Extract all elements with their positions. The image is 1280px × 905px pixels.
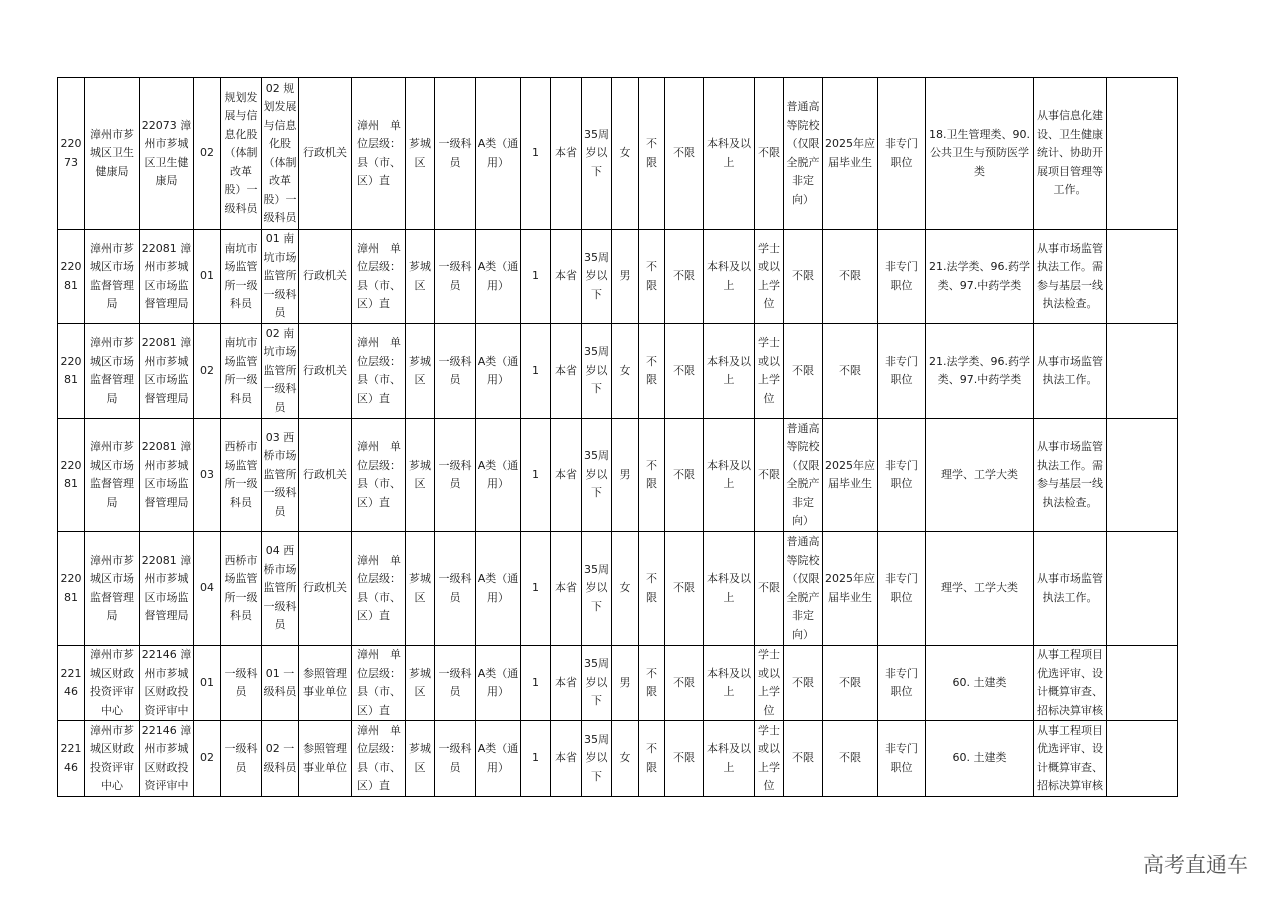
headcount-cell: 1: [521, 419, 551, 532]
major-cell: 18.卫生管理类、90.公共卫生与预防医学类: [926, 78, 1034, 230]
district-cell: 芗城区: [406, 230, 435, 324]
exam-category-cell: A类（通用）: [476, 532, 521, 646]
degree-cell: 学士或以上学位: [755, 721, 784, 797]
blank-cell: [1107, 230, 1178, 324]
position-type-cell: 非专门职位: [878, 646, 926, 721]
unit-level-cell: 漳州 单位层级：县（市、区）直: [352, 78, 406, 230]
district-cell: 芗城区: [406, 419, 435, 532]
headcount-cell: 1: [521, 78, 551, 230]
unit-name-cell: 漳州市芗城区财政投资评审中心: [85, 721, 140, 797]
unit-code-name-cell: 22081 漳州市芗城区市场监督管理局: [140, 324, 194, 419]
rank-cell: 一级科员: [435, 646, 476, 721]
graduate-cell: 不限: [823, 230, 878, 324]
unit-code-name-cell: 22081 漳州市芗城区市场监督管理局: [140, 419, 194, 532]
unit-level-cell: 漳州 单位层级：县（市、区）直: [352, 419, 406, 532]
position-type-cell: 非专门职位: [878, 230, 926, 324]
position-code-name-cell: 02 南坑市场监管所一级科员: [262, 324, 299, 419]
exam-category-cell: A类（通用）: [476, 78, 521, 230]
unit-type-cell: 行政机关: [299, 78, 352, 230]
gender-cell: 男: [612, 419, 639, 532]
remarks-cell: 从事市场监管执法工作。: [1034, 324, 1107, 419]
degree-cell: 学士或以上学位: [755, 646, 784, 721]
table-row: [58, 78, 1178, 230]
gender-cell: 男: [612, 646, 639, 721]
position-code-name-cell: 03 西桥市场监管所一级科员: [262, 419, 299, 532]
requirement-cell: 不限: [639, 78, 665, 230]
position-name-cell: 南坑市场监管所一级科员: [221, 324, 262, 419]
residency-cell: 本省: [551, 721, 582, 797]
position-code-cell: 02: [194, 721, 221, 797]
school-cell: 普通高等院校（仅限全脱产非定向）: [784, 532, 823, 646]
requirement-cell: 不限: [639, 324, 665, 419]
table-row: [58, 721, 1178, 797]
graduate-cell: 2025年应届毕业生: [823, 419, 878, 532]
graduate-cell: 不限: [823, 721, 878, 797]
rank-cell: 一级科员: [435, 324, 476, 419]
district-cell: 芗城区: [406, 646, 435, 721]
gender-cell: 女: [612, 78, 639, 230]
residency-cell: 本省: [551, 324, 582, 419]
table-row: [58, 324, 1178, 419]
blank-cell: [1107, 532, 1178, 646]
position-name-cell: 一级科员: [221, 721, 262, 797]
major-cell: 理学、工学大类: [926, 532, 1034, 646]
blank-cell: [1107, 721, 1178, 797]
requirement-cell: 不限: [665, 324, 704, 419]
unit-code-cell: 22073: [58, 78, 85, 230]
unit-code-name-cell: 22146 漳州市芗城区财政投资评审中: [140, 646, 194, 721]
headcount-cell: 1: [521, 324, 551, 419]
unit-code-name-cell: 22081 漳州市芗城区市场监督管理局: [140, 230, 194, 324]
unit-type-cell: 行政机关: [299, 532, 352, 646]
unit-name-cell: 漳州市芗城区卫生健康局: [85, 78, 140, 230]
degree-cell: 不限: [755, 532, 784, 646]
position-name-cell: 一级科员: [221, 646, 262, 721]
requirement-cell: 不限: [665, 721, 704, 797]
unit-code-cell: 22146: [58, 721, 85, 797]
gender-cell: 女: [612, 324, 639, 419]
exam-category-cell: A类（通用）: [476, 419, 521, 532]
blank-cell: [1107, 78, 1178, 230]
remarks-cell: 从事市场监管执法工作。: [1034, 532, 1107, 646]
unit-level-cell: 漳州 单位层级：县（市、区）直: [352, 230, 406, 324]
education-cell: 本科及以上: [704, 324, 755, 419]
major-cell: 理学、工学大类: [926, 419, 1034, 532]
unit-code-cell: 22081: [58, 419, 85, 532]
degree-cell: 学士或以上学位: [755, 324, 784, 419]
unit-level-cell: 漳州 单位层级：县（市、区）直: [352, 532, 406, 646]
position-name-cell: 西桥市场监管所一级科员: [221, 532, 262, 646]
requirement-cell: 不限: [639, 532, 665, 646]
remarks-cell: 从事工程项目优选评审、设计概算审查、招标决算审核: [1034, 721, 1107, 797]
rank-cell: 一级科员: [435, 230, 476, 324]
school-cell: 普通高等院校（仅限全脱产非定向）: [784, 419, 823, 532]
residency-cell: 本省: [551, 646, 582, 721]
position-code-name-cell: 04 西桥市场监管所一级科员: [262, 532, 299, 646]
school-cell: 不限: [784, 324, 823, 419]
requirement-cell: 不限: [665, 532, 704, 646]
degree-cell: 不限: [755, 78, 784, 230]
headcount-cell: 1: [521, 721, 551, 797]
degree-cell: 学士或以上学位: [755, 230, 784, 324]
unit-type-cell: 行政机关: [299, 230, 352, 324]
requirement-cell: 不限: [665, 230, 704, 324]
education-cell: 本科及以上: [704, 532, 755, 646]
position-type-cell: 非专门职位: [878, 721, 926, 797]
rank-cell: 一级科员: [435, 78, 476, 230]
district-cell: 芗城区: [406, 721, 435, 797]
gender-cell: 女: [612, 721, 639, 797]
unit-level-cell: 漳州 单位层级：县（市、区）直: [352, 324, 406, 419]
unit-name-cell: 漳州市芗城区市场监督管理局: [85, 532, 140, 646]
age-cell: 35周岁以下: [582, 230, 612, 324]
table-row: [58, 532, 1178, 646]
unit-level-cell: 漳州 单位层级：县（市、区）直: [352, 721, 406, 797]
rank-cell: 一级科员: [435, 532, 476, 646]
unit-code-cell: 22146: [58, 646, 85, 721]
position-code-cell: 03: [194, 419, 221, 532]
unit-type-cell: 参照管理事业单位: [299, 646, 352, 721]
gender-cell: 男: [612, 230, 639, 324]
requirement-cell: 不限: [665, 646, 704, 721]
unit-type-cell: 参照管理事业单位: [299, 721, 352, 797]
age-cell: 35周岁以下: [582, 721, 612, 797]
residency-cell: 本省: [551, 78, 582, 230]
graduate-cell: 2025年应届毕业生: [823, 78, 878, 230]
remarks-cell: 从事市场监管执法工作。需参与基层一线执法检查。: [1034, 230, 1107, 324]
unit-code-cell: 22081: [58, 532, 85, 646]
table-row: [58, 419, 1178, 532]
exam-category-cell: A类（通用）: [476, 646, 521, 721]
residency-cell: 本省: [551, 230, 582, 324]
remarks-cell: 从事市场监管执法工作。需参与基层一线执法检查。: [1034, 419, 1107, 532]
education-cell: 本科及以上: [704, 721, 755, 797]
unit-code-cell: 22081: [58, 324, 85, 419]
blank-cell: [1107, 646, 1178, 721]
remarks-cell: 从事信息化建设、卫生健康统计、协助开展项目管理等工作。: [1034, 78, 1107, 230]
district-cell: 芗城区: [406, 532, 435, 646]
remarks-cell: 从事工程项目优选评审、设计概算审查、招标决算审核: [1034, 646, 1107, 721]
school-cell: 普通高等院校（仅限全脱产非定向）: [784, 78, 823, 230]
degree-cell: 不限: [755, 419, 784, 532]
unit-type-cell: 行政机关: [299, 419, 352, 532]
position-name-cell: 南坑市场监管所一级科员: [221, 230, 262, 324]
headcount-cell: 1: [521, 532, 551, 646]
gender-cell: 女: [612, 532, 639, 646]
exam-category-cell: A类（通用）: [476, 721, 521, 797]
job-table: [57, 77, 1178, 797]
unit-code-name-cell: 22073 漳州市芗城区卫生健康局: [140, 78, 194, 230]
position-code-cell: 01: [194, 646, 221, 721]
major-cell: 21.法学类、96.药学类、97.中药学类: [926, 324, 1034, 419]
major-cell: 60. 土建类: [926, 646, 1034, 721]
position-code-cell: 04: [194, 532, 221, 646]
age-cell: 35周岁以下: [582, 532, 612, 646]
education-cell: 本科及以上: [704, 78, 755, 230]
residency-cell: 本省: [551, 532, 582, 646]
major-cell: 21.法学类、96.药学类、97.中药学类: [926, 230, 1034, 324]
unit-level-cell: 漳州 单位层级：县（市、区）直: [352, 646, 406, 721]
school-cell: 不限: [784, 230, 823, 324]
unit-type-cell: 行政机关: [299, 324, 352, 419]
position-code-cell: 02: [194, 324, 221, 419]
exam-category-cell: A类（通用）: [476, 230, 521, 324]
major-cell: 60. 土建类: [926, 721, 1034, 797]
position-type-cell: 非专门职位: [878, 419, 926, 532]
requirement-cell: 不限: [639, 721, 665, 797]
education-cell: 本科及以上: [704, 646, 755, 721]
position-type-cell: 非专门职位: [878, 324, 926, 419]
age-cell: 35周岁以下: [582, 419, 612, 532]
unit-name-cell: 漳州市芗城区市场监督管理局: [85, 419, 140, 532]
position-code-cell: 02: [194, 78, 221, 230]
blank-cell: [1107, 419, 1178, 532]
rank-cell: 一级科员: [435, 419, 476, 532]
residency-cell: 本省: [551, 419, 582, 532]
district-cell: 芗城区: [406, 78, 435, 230]
district-cell: 芗城区: [406, 324, 435, 419]
requirement-cell: 不限: [665, 419, 704, 532]
table-row: [58, 230, 1178, 324]
position-code-name-cell: 02 规划发展与信息化股（体制改革股）一级科员: [262, 78, 299, 230]
position-type-cell: 非专门职位: [878, 78, 926, 230]
unit-code-cell: 22081: [58, 230, 85, 324]
school-cell: 不限: [784, 721, 823, 797]
position-code-name-cell: 01 一级科员: [262, 646, 299, 721]
education-cell: 本科及以上: [704, 419, 755, 532]
school-cell: 不限: [784, 646, 823, 721]
graduate-cell: 不限: [823, 324, 878, 419]
position-code-cell: 01: [194, 230, 221, 324]
requirement-cell: 不限: [639, 646, 665, 721]
graduate-cell: 不限: [823, 646, 878, 721]
unit-code-name-cell: 22146 漳州市芗城区财政投资评审中: [140, 721, 194, 797]
watermark-text: 高考直通车: [1143, 853, 1248, 877]
requirement-cell: 不限: [665, 78, 704, 230]
position-name-cell: 规划发展与信息化股（体制改革股）一级科员: [221, 78, 262, 230]
headcount-cell: 1: [521, 646, 551, 721]
education-cell: 本科及以上: [704, 230, 755, 324]
blank-cell: [1107, 324, 1178, 419]
unit-name-cell: 漳州市芗城区市场监督管理局: [85, 324, 140, 419]
position-code-name-cell: 02 一级科员: [262, 721, 299, 797]
headcount-cell: 1: [521, 230, 551, 324]
requirement-cell: 不限: [639, 419, 665, 532]
position-type-cell: 非专门职位: [878, 532, 926, 646]
exam-category-cell: A类（通用）: [476, 324, 521, 419]
requirement-cell: 不限: [639, 230, 665, 324]
age-cell: 35周岁以下: [582, 78, 612, 230]
age-cell: 35周岁以下: [582, 324, 612, 419]
unit-name-cell: 漳州市芗城区市场监督管理局: [85, 230, 140, 324]
position-name-cell: 西桥市场监管所一级科员: [221, 419, 262, 532]
position-code-name-cell: 01 南坑市场监管所一级科员: [262, 230, 299, 324]
unit-name-cell: 漳州市芗城区财政投资评审中心: [85, 646, 140, 721]
unit-code-name-cell: 22081 漳州市芗城区市场监督管理局: [140, 532, 194, 646]
graduate-cell: 2025年应届毕业生: [823, 532, 878, 646]
age-cell: 35周岁以下: [582, 646, 612, 721]
rank-cell: 一级科员: [435, 721, 476, 797]
table-row: [58, 646, 1178, 721]
